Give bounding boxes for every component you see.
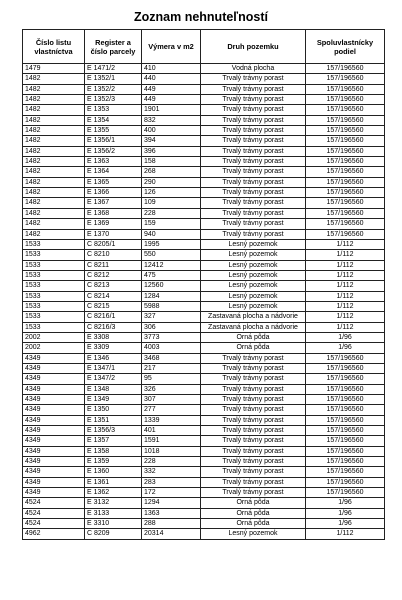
cell-land-type: Trvalý trávny porast xyxy=(201,136,306,146)
cell-area: 394 xyxy=(142,136,201,146)
cell-ownership-sheet-number: 1533 xyxy=(23,239,85,249)
cell-co-ownership-share: 1/112 xyxy=(306,301,385,311)
cell-co-ownership-share: 157/196560 xyxy=(306,488,385,498)
cell-land-type: Trvalý trávny porast xyxy=(201,395,306,405)
cell-parcel-register: E 1362 xyxy=(85,488,142,498)
cell-co-ownership-share: 157/196560 xyxy=(306,477,385,487)
cell-co-ownership-share: 157/196560 xyxy=(306,229,385,239)
cell-ownership-sheet-number: 4349 xyxy=(23,467,85,477)
cell-ownership-sheet-number: 1533 xyxy=(23,291,85,301)
cell-co-ownership-share: 157/196560 xyxy=(306,353,385,363)
cell-area: 1339 xyxy=(142,415,201,425)
cell-land-type: Orná pôda xyxy=(201,519,306,529)
cell-ownership-sheet-number: 1482 xyxy=(23,126,85,136)
cell-area: 12560 xyxy=(142,281,201,291)
cell-parcel-register: E 1360 xyxy=(85,467,142,477)
table-row xyxy=(23,105,385,115)
cell-land-type: Trvalý trávny porast xyxy=(201,126,306,136)
cell-co-ownership-share: 157/196560 xyxy=(306,405,385,415)
cell-co-ownership-share: 1/112 xyxy=(306,291,385,301)
cell-ownership-sheet-number: 1482 xyxy=(23,146,85,156)
cell-co-ownership-share: 1/112 xyxy=(306,529,385,539)
cell-co-ownership-share: 157/196560 xyxy=(306,157,385,167)
cell-ownership-sheet-number: 1482 xyxy=(23,74,85,84)
table-row xyxy=(23,260,385,270)
header-row xyxy=(23,30,385,64)
cell-area: 288 xyxy=(142,519,201,529)
cell-co-ownership-share: 1/112 xyxy=(306,322,385,332)
cell-land-type: Trvalý trávny porast xyxy=(201,467,306,477)
table-row xyxy=(23,332,385,342)
cell-parcel-register: C 8209 xyxy=(85,529,142,539)
cell-parcel-register: E 1355 xyxy=(85,126,142,136)
cell-area: 1995 xyxy=(142,239,201,249)
table-row xyxy=(23,322,385,332)
cell-co-ownership-share: 157/196560 xyxy=(306,167,385,177)
cell-ownership-sheet-number: 1533 xyxy=(23,260,85,270)
cell-parcel-register: E 3133 xyxy=(85,508,142,518)
cell-land-type: Zastavaná plocha a nádvorie xyxy=(201,322,306,332)
table-row xyxy=(23,436,385,446)
cell-ownership-sheet-number: 1482 xyxy=(23,177,85,187)
cell-co-ownership-share: 157/196560 xyxy=(306,74,385,84)
cell-ownership-sheet-number: 4349 xyxy=(23,384,85,394)
cell-land-type: Trvalý trávny porast xyxy=(201,457,306,467)
cell-area: 306 xyxy=(142,322,201,332)
cell-co-ownership-share: 157/196560 xyxy=(306,64,385,74)
cell-ownership-sheet-number: 1482 xyxy=(23,219,85,229)
table-row xyxy=(23,457,385,467)
cell-land-type: Lesný pozemok xyxy=(201,270,306,280)
cell-land-type: Lesný pozemok xyxy=(201,281,306,291)
cell-area: 940 xyxy=(142,229,201,239)
cell-ownership-sheet-number: 4349 xyxy=(23,353,85,363)
cell-parcel-register: E 1359 xyxy=(85,457,142,467)
cell-co-ownership-share: 157/196560 xyxy=(306,446,385,456)
cell-parcel-register: E 1347/1 xyxy=(85,363,142,373)
cell-ownership-sheet-number: 4349 xyxy=(23,395,85,405)
table-row xyxy=(23,84,385,94)
cell-co-ownership-share: 157/196560 xyxy=(306,395,385,405)
cell-land-type: Zastavaná plocha a nádvorie xyxy=(201,312,306,322)
table-row xyxy=(23,291,385,301)
cell-co-ownership-share: 157/196560 xyxy=(306,198,385,208)
cell-area: 401 xyxy=(142,426,201,436)
cell-land-type: Trvalý trávny porast xyxy=(201,229,306,239)
header-land-type: Druh pozemku xyxy=(201,30,306,64)
cell-area: 307 xyxy=(142,395,201,405)
cell-ownership-sheet-number: 4349 xyxy=(23,488,85,498)
cell-area: 1901 xyxy=(142,105,201,115)
cell-ownership-sheet-number: 1482 xyxy=(23,198,85,208)
document-title: Zoznam nehnuteľností xyxy=(134,10,268,24)
cell-ownership-sheet-number: 1533 xyxy=(23,281,85,291)
cell-ownership-sheet-number: 1482 xyxy=(23,95,85,105)
cell-parcel-register: E 1369 xyxy=(85,219,142,229)
cell-ownership-sheet-number: 1482 xyxy=(23,229,85,239)
cell-area: 217 xyxy=(142,363,201,373)
cell-ownership-sheet-number: 4524 xyxy=(23,498,85,508)
table-row xyxy=(23,343,385,353)
cell-area: 12412 xyxy=(142,260,201,270)
cell-land-type: Trvalý trávny porast xyxy=(201,353,306,363)
cell-parcel-register: E 3310 xyxy=(85,519,142,529)
cell-parcel-register: E 1354 xyxy=(85,115,142,125)
cell-parcel-register: E 1348 xyxy=(85,384,142,394)
cell-land-type: Orná pôda xyxy=(201,343,306,353)
header-ownership-sheet-number: Číslo listu vlastníctva xyxy=(23,30,85,64)
cell-area: 327 xyxy=(142,312,201,322)
table-row xyxy=(23,415,385,425)
cell-co-ownership-share: 157/196560 xyxy=(306,426,385,436)
cell-ownership-sheet-number: 4349 xyxy=(23,477,85,487)
cell-area: 228 xyxy=(142,457,201,467)
cell-land-type: Trvalý trávny porast xyxy=(201,74,306,84)
table-row xyxy=(23,405,385,415)
cell-land-type: Trvalý trávny porast xyxy=(201,436,306,446)
cell-land-type: Trvalý trávny porast xyxy=(201,374,306,384)
table-row xyxy=(23,95,385,105)
cell-area: 440 xyxy=(142,74,201,84)
cell-parcel-register: E 1370 xyxy=(85,229,142,239)
cell-ownership-sheet-number: 4524 xyxy=(23,508,85,518)
cell-parcel-register: E 3308 xyxy=(85,332,142,342)
property-table xyxy=(22,29,385,540)
cell-parcel-register: E 1365 xyxy=(85,177,142,187)
cell-land-type: Orná pôda xyxy=(201,498,306,508)
cell-land-type: Trvalý trávny porast xyxy=(201,146,306,156)
cell-ownership-sheet-number: 4349 xyxy=(23,363,85,373)
cell-co-ownership-share: 1/96 xyxy=(306,343,385,353)
cell-co-ownership-share: 157/196560 xyxy=(306,467,385,477)
table-row xyxy=(23,519,385,529)
cell-land-type: Trvalý trávny porast xyxy=(201,219,306,229)
cell-co-ownership-share: 1/112 xyxy=(306,260,385,270)
cell-ownership-sheet-number: 4349 xyxy=(23,405,85,415)
cell-area: 1018 xyxy=(142,446,201,456)
cell-area: 400 xyxy=(142,126,201,136)
cell-parcel-register: E 1350 xyxy=(85,405,142,415)
table-row xyxy=(23,301,385,311)
cell-ownership-sheet-number: 4524 xyxy=(23,519,85,529)
cell-parcel-register: E 1363 xyxy=(85,157,142,167)
cell-land-type: Trvalý trávny porast xyxy=(201,95,306,105)
cell-co-ownership-share: 157/196560 xyxy=(306,374,385,384)
cell-parcel-register: E 1346 xyxy=(85,353,142,363)
cell-parcel-register: E 1368 xyxy=(85,208,142,218)
cell-co-ownership-share: 1/112 xyxy=(306,281,385,291)
cell-ownership-sheet-number: 1482 xyxy=(23,84,85,94)
cell-ownership-sheet-number: 4349 xyxy=(23,457,85,467)
cell-co-ownership-share: 157/196560 xyxy=(306,95,385,105)
cell-area: 290 xyxy=(142,177,201,187)
table-row xyxy=(23,395,385,405)
table-row xyxy=(23,426,385,436)
cell-parcel-register: C 8210 xyxy=(85,250,142,260)
cell-parcel-register: E 1361 xyxy=(85,477,142,487)
cell-ownership-sheet-number: 4349 xyxy=(23,436,85,446)
table-row xyxy=(23,488,385,498)
cell-area: 277 xyxy=(142,405,201,415)
cell-parcel-register: E 3132 xyxy=(85,498,142,508)
cell-land-type: Trvalý trávny porast xyxy=(201,115,306,125)
cell-co-ownership-share: 157/196560 xyxy=(306,105,385,115)
cell-co-ownership-share: 1/96 xyxy=(306,519,385,529)
table-row xyxy=(23,508,385,518)
cell-co-ownership-share: 157/196560 xyxy=(306,188,385,198)
table-row xyxy=(23,219,385,229)
table-row xyxy=(23,467,385,477)
cell-parcel-register: E 1367 xyxy=(85,198,142,208)
cell-ownership-sheet-number: 1482 xyxy=(23,136,85,146)
table-row xyxy=(23,477,385,487)
cell-parcel-register: C 8212 xyxy=(85,270,142,280)
cell-parcel-register: E 1364 xyxy=(85,167,142,177)
cell-co-ownership-share: 1/96 xyxy=(306,332,385,342)
cell-area: 326 xyxy=(142,384,201,394)
cell-parcel-register: E 1471/2 xyxy=(85,64,142,74)
cell-parcel-register: C 8213 xyxy=(85,281,142,291)
cell-area: 20314 xyxy=(142,529,201,539)
cell-co-ownership-share: 157/196560 xyxy=(306,384,385,394)
cell-area: 1284 xyxy=(142,291,201,301)
cell-area: 109 xyxy=(142,198,201,208)
table-row xyxy=(23,198,385,208)
cell-land-type: Trvalý trávny porast xyxy=(201,177,306,187)
cell-parcel-register: E 1356/2 xyxy=(85,146,142,156)
cell-co-ownership-share: 157/196560 xyxy=(306,457,385,467)
table-header xyxy=(23,30,385,64)
table-row xyxy=(23,281,385,291)
cell-area: 1363 xyxy=(142,508,201,518)
cell-ownership-sheet-number: 1533 xyxy=(23,312,85,322)
cell-land-type: Trvalý trávny porast xyxy=(201,363,306,373)
cell-co-ownership-share: 157/196560 xyxy=(306,208,385,218)
header-co-ownership-share: Spoluvlastnícky podiel xyxy=(306,30,385,64)
cell-co-ownership-share: 1/112 xyxy=(306,239,385,249)
cell-ownership-sheet-number: 4349 xyxy=(23,415,85,425)
cell-ownership-sheet-number: 4349 xyxy=(23,374,85,384)
cell-area: 550 xyxy=(142,250,201,260)
cell-land-type: Vodná plocha xyxy=(201,64,306,74)
cell-area: 172 xyxy=(142,488,201,498)
table-row xyxy=(23,374,385,384)
cell-area: 449 xyxy=(142,95,201,105)
cell-land-type: Trvalý trávny porast xyxy=(201,415,306,425)
cell-parcel-register: C 8205/1 xyxy=(85,239,142,249)
cell-area: 1591 xyxy=(142,436,201,446)
cell-ownership-sheet-number: 1482 xyxy=(23,167,85,177)
cell-parcel-register: E 1349 xyxy=(85,395,142,405)
cell-parcel-register: E 1356/3 xyxy=(85,426,142,436)
cell-co-ownership-share: 157/196560 xyxy=(306,84,385,94)
cell-land-type: Orná pôda xyxy=(201,508,306,518)
cell-area: 228 xyxy=(142,208,201,218)
cell-parcel-register: C 8211 xyxy=(85,260,142,270)
cell-land-type: Trvalý trávny porast xyxy=(201,426,306,436)
cell-co-ownership-share: 1/96 xyxy=(306,498,385,508)
cell-area: 4003 xyxy=(142,343,201,353)
cell-area: 283 xyxy=(142,477,201,487)
cell-parcel-register: E 1358 xyxy=(85,446,142,456)
table-row xyxy=(23,157,385,167)
cell-area: 1294 xyxy=(142,498,201,508)
cell-land-type: Trvalý trávny porast xyxy=(201,208,306,218)
cell-land-type: Orná pôda xyxy=(201,332,306,342)
cell-ownership-sheet-number: 4349 xyxy=(23,446,85,456)
table-row xyxy=(23,177,385,187)
cell-land-type: Trvalý trávny porast xyxy=(201,84,306,94)
cell-land-type: Trvalý trávny porast xyxy=(201,188,306,198)
cell-co-ownership-share: 157/196560 xyxy=(306,436,385,446)
cell-ownership-sheet-number: 1533 xyxy=(23,301,85,311)
cell-land-type: Lesný pozemok xyxy=(201,301,306,311)
cell-land-type: Trvalý trávny porast xyxy=(201,384,306,394)
table-row xyxy=(23,239,385,249)
cell-land-type: Trvalý trávny porast xyxy=(201,405,306,415)
table-row xyxy=(23,64,385,74)
cell-area: 396 xyxy=(142,146,201,156)
cell-land-type: Lesný pozemok xyxy=(201,250,306,260)
table-row xyxy=(23,363,385,373)
cell-area: 410 xyxy=(142,64,201,74)
cell-land-type: Trvalý trávny porast xyxy=(201,198,306,208)
table-row xyxy=(23,146,385,156)
cell-land-type: Lesný pozemok xyxy=(201,239,306,249)
cell-co-ownership-share: 157/196560 xyxy=(306,177,385,187)
cell-area: 268 xyxy=(142,167,201,177)
cell-ownership-sheet-number: 1533 xyxy=(23,250,85,260)
cell-area: 449 xyxy=(142,84,201,94)
cell-area: 3468 xyxy=(142,353,201,363)
cell-ownership-sheet-number: 1482 xyxy=(23,188,85,198)
table-row xyxy=(23,312,385,322)
cell-parcel-register: C 8214 xyxy=(85,291,142,301)
table-row xyxy=(23,229,385,239)
table-row xyxy=(23,167,385,177)
cell-parcel-register: C 8216/3 xyxy=(85,322,142,332)
cell-parcel-register: E 1352/3 xyxy=(85,95,142,105)
cell-co-ownership-share: 157/196560 xyxy=(306,146,385,156)
cell-land-type: Lesný pozemok xyxy=(201,291,306,301)
table-row xyxy=(23,498,385,508)
table-row xyxy=(23,250,385,260)
cell-co-ownership-share: 157/196560 xyxy=(306,115,385,125)
cell-co-ownership-share: 1/112 xyxy=(306,312,385,322)
cell-area: 126 xyxy=(142,188,201,198)
cell-ownership-sheet-number: 4962 xyxy=(23,529,85,539)
cell-ownership-sheet-number: 1482 xyxy=(23,157,85,167)
cell-co-ownership-share: 1/112 xyxy=(306,250,385,260)
table-row xyxy=(23,74,385,84)
cell-land-type: Trvalý trávny porast xyxy=(201,157,306,167)
cell-parcel-register: E 1352/2 xyxy=(85,84,142,94)
cell-parcel-register: C 8216/1 xyxy=(85,312,142,322)
cell-land-type: Trvalý trávny porast xyxy=(201,167,306,177)
cell-parcel-register: E 1356/1 xyxy=(85,136,142,146)
cell-ownership-sheet-number: 1479 xyxy=(23,64,85,74)
cell-parcel-register: E 3309 xyxy=(85,343,142,353)
cell-land-type: Trvalý trávny porast xyxy=(201,488,306,498)
cell-co-ownership-share: 157/196560 xyxy=(306,363,385,373)
cell-area: 3773 xyxy=(142,332,201,342)
cell-land-type: Trvalý trávny porast xyxy=(201,105,306,115)
cell-land-type: Lesný pozemok xyxy=(201,260,306,270)
table-row xyxy=(23,446,385,456)
cell-co-ownership-share: 157/196560 xyxy=(306,415,385,425)
cell-ownership-sheet-number: 1482 xyxy=(23,208,85,218)
cell-ownership-sheet-number: 1533 xyxy=(23,270,85,280)
table-row xyxy=(23,384,385,394)
cell-ownership-sheet-number: 1482 xyxy=(23,115,85,125)
cell-area: 5988 xyxy=(142,301,201,311)
cell-area: 158 xyxy=(142,157,201,167)
cell-parcel-register: E 1366 xyxy=(85,188,142,198)
cell-ownership-sheet-number: 2002 xyxy=(23,343,85,353)
cell-ownership-sheet-number: 2002 xyxy=(23,332,85,342)
cell-co-ownership-share: 157/196560 xyxy=(306,136,385,146)
cell-area: 95 xyxy=(142,374,201,384)
cell-ownership-sheet-number: 1533 xyxy=(23,322,85,332)
cell-parcel-register: C 8215 xyxy=(85,301,142,311)
cell-land-type: Trvalý trávny porast xyxy=(201,446,306,456)
cell-ownership-sheet-number: 4349 xyxy=(23,426,85,436)
header-parcel-register: Register a číslo parcely xyxy=(85,30,142,64)
cell-parcel-register: E 1347/2 xyxy=(85,374,142,384)
table-row xyxy=(23,529,385,539)
table-row xyxy=(23,270,385,280)
table-row xyxy=(23,126,385,136)
cell-parcel-register: E 1353 xyxy=(85,105,142,115)
header-area: Výmera v m2 xyxy=(142,30,201,64)
cell-co-ownership-share: 157/196560 xyxy=(306,126,385,136)
cell-parcel-register: E 1351 xyxy=(85,415,142,425)
cell-land-type: Trvalý trávny porast xyxy=(201,477,306,487)
table-row xyxy=(23,188,385,198)
cell-parcel-register: E 1357 xyxy=(85,436,142,446)
cell-area: 475 xyxy=(142,270,201,280)
table-row xyxy=(23,136,385,146)
cell-ownership-sheet-number: 1482 xyxy=(23,105,85,115)
table-body xyxy=(23,64,385,540)
cell-area: 332 xyxy=(142,467,201,477)
cell-co-ownership-share: 1/112 xyxy=(306,270,385,280)
table-row xyxy=(23,353,385,363)
cell-parcel-register: E 1352/1 xyxy=(85,74,142,84)
table-row xyxy=(23,208,385,218)
cell-land-type: Lesný pozemok xyxy=(201,529,306,539)
cell-co-ownership-share: 1/96 xyxy=(306,508,385,518)
cell-area: 159 xyxy=(142,219,201,229)
cell-co-ownership-share: 157/196560 xyxy=(306,219,385,229)
cell-area: 832 xyxy=(142,115,201,125)
table-row xyxy=(23,115,385,125)
